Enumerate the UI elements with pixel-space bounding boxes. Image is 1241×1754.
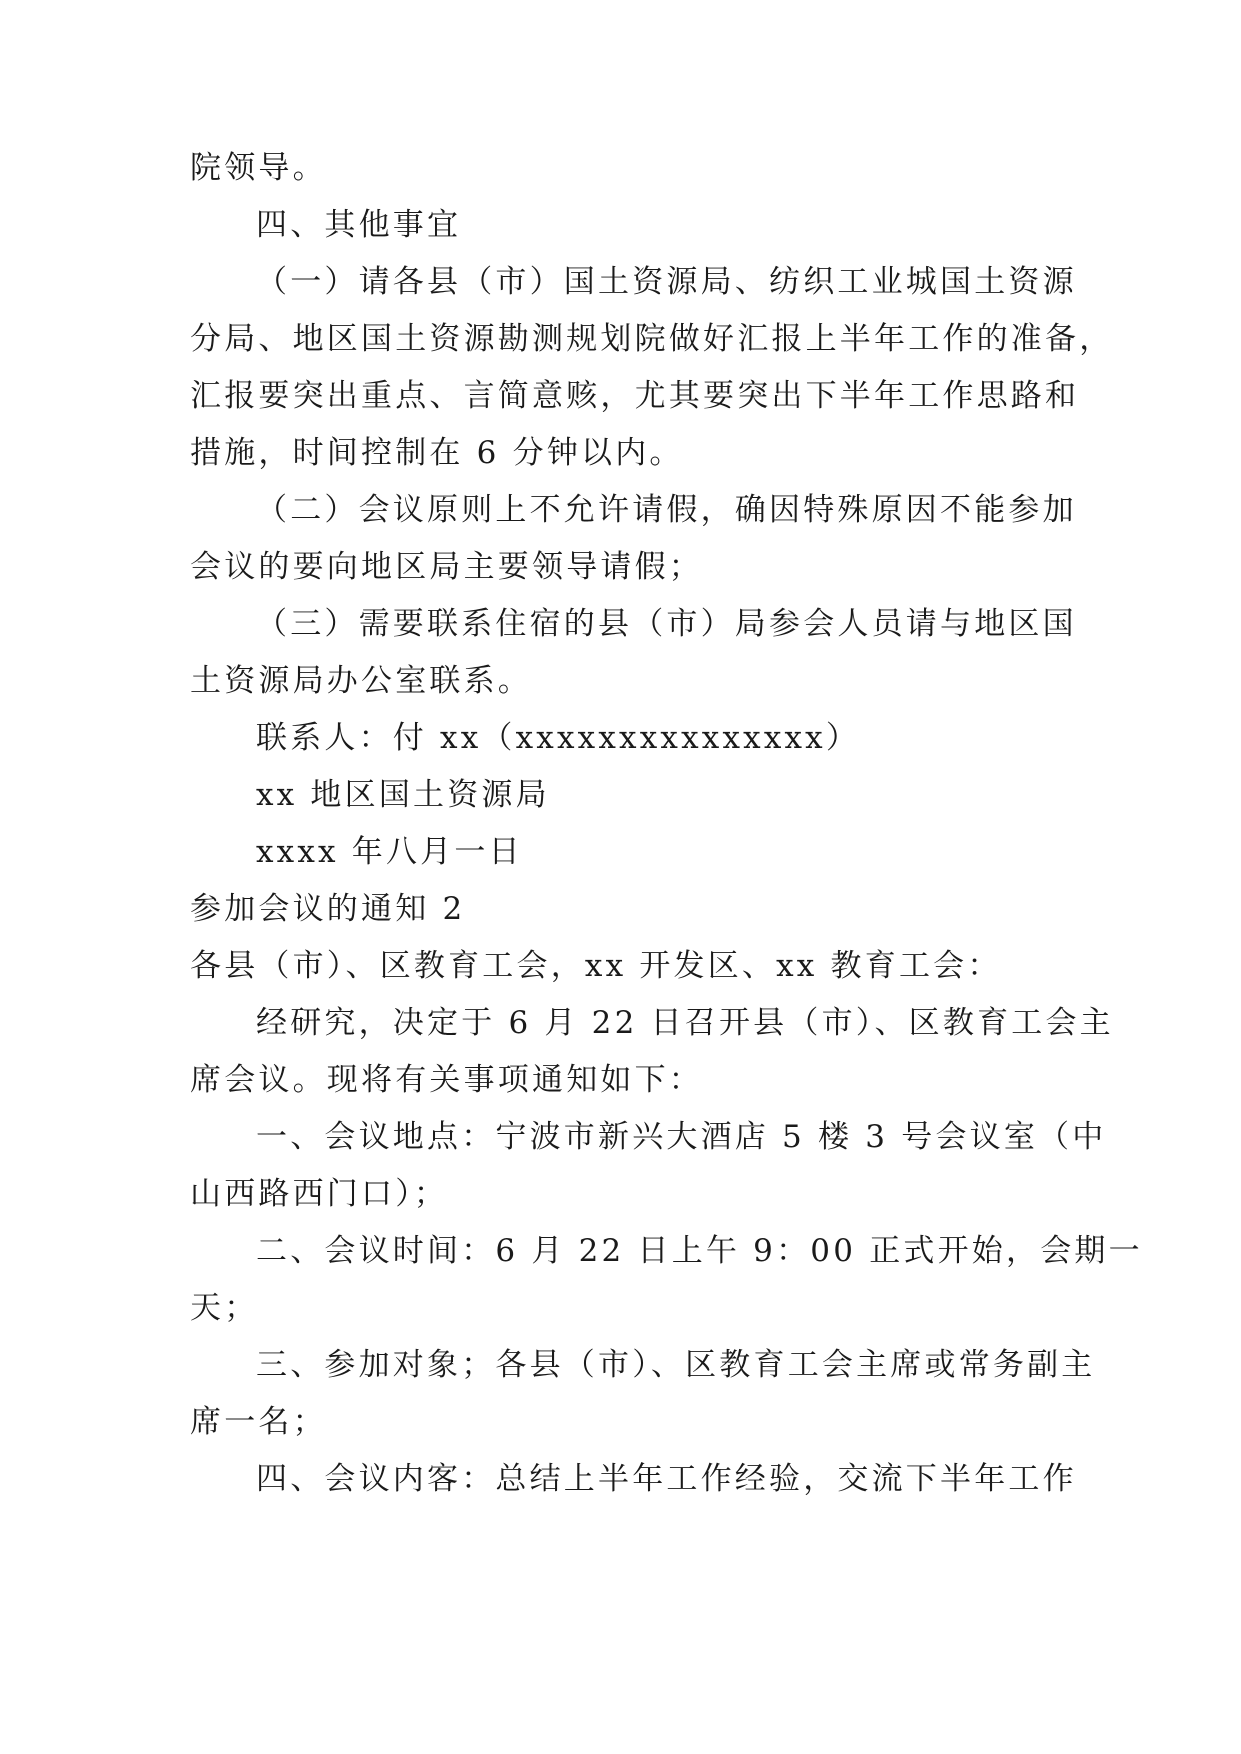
text-line: 会议的要向地区局主要领导请假；: [190, 549, 703, 585]
text-line: 席会议。现将有关事项通知如下：: [190, 1062, 703, 1098]
text-line: 措施，时间控制在 6 分钟以内。: [190, 435, 684, 471]
text-line: 一、会议地点：宁波市新兴大酒店 5 楼 3 号会议室（中: [256, 1119, 1107, 1155]
text-line: （三）需要联系住宿的县（市）局参会人员请与地区国: [256, 606, 1077, 642]
text-line: （二）会议原则上不允许请假，确因特殊原因不能参加: [256, 492, 1077, 528]
text-line: （一）请各县（市）国土资源局、纺织工业城国土资源: [256, 264, 1077, 300]
text-line: 分局、地区国土资源勘测规划院做好汇报上半年工作的准备，: [190, 321, 1114, 357]
text-line: 二、会议时间：6 月 22 日上午 9：00 正式开始，会期一: [256, 1233, 1143, 1269]
contact-line: 联系人：付 xx（xxxxxxxxxxxxxxx）: [256, 720, 861, 756]
text-line: 四、会议内客：总结上半年工作经验，交流下半年工作: [256, 1461, 1077, 1497]
text-line: 汇报要突出重点、言简意赅，尤其要突出下半年工作思路和: [190, 378, 1080, 414]
text-line: 经研究，决定于 6 月 22 日召开县（市）、区教育工会主: [256, 1005, 1114, 1041]
text-line: 山西路西门口）；: [190, 1176, 449, 1212]
salutation: 各县（市）、区教育工会，xx 开发区、xx 教育工会：: [190, 948, 1002, 984]
notice-title: 参加会议的通知 2: [190, 891, 466, 927]
text-line: 三、参加对象；各县（市）、区教育工会主席或常务副主: [256, 1347, 1096, 1383]
signature-org: xx 地区国土资源局: [256, 777, 550, 813]
text-line: 院领导。: [190, 150, 327, 186]
section-heading: 四、其他事宜: [256, 207, 462, 243]
text-line: 天；: [190, 1290, 259, 1326]
text-line: 席一名；: [190, 1404, 327, 1440]
text-line: 土资源局办公室联系。: [190, 663, 532, 699]
signature-date: xxxx 年八月一日: [256, 834, 523, 870]
